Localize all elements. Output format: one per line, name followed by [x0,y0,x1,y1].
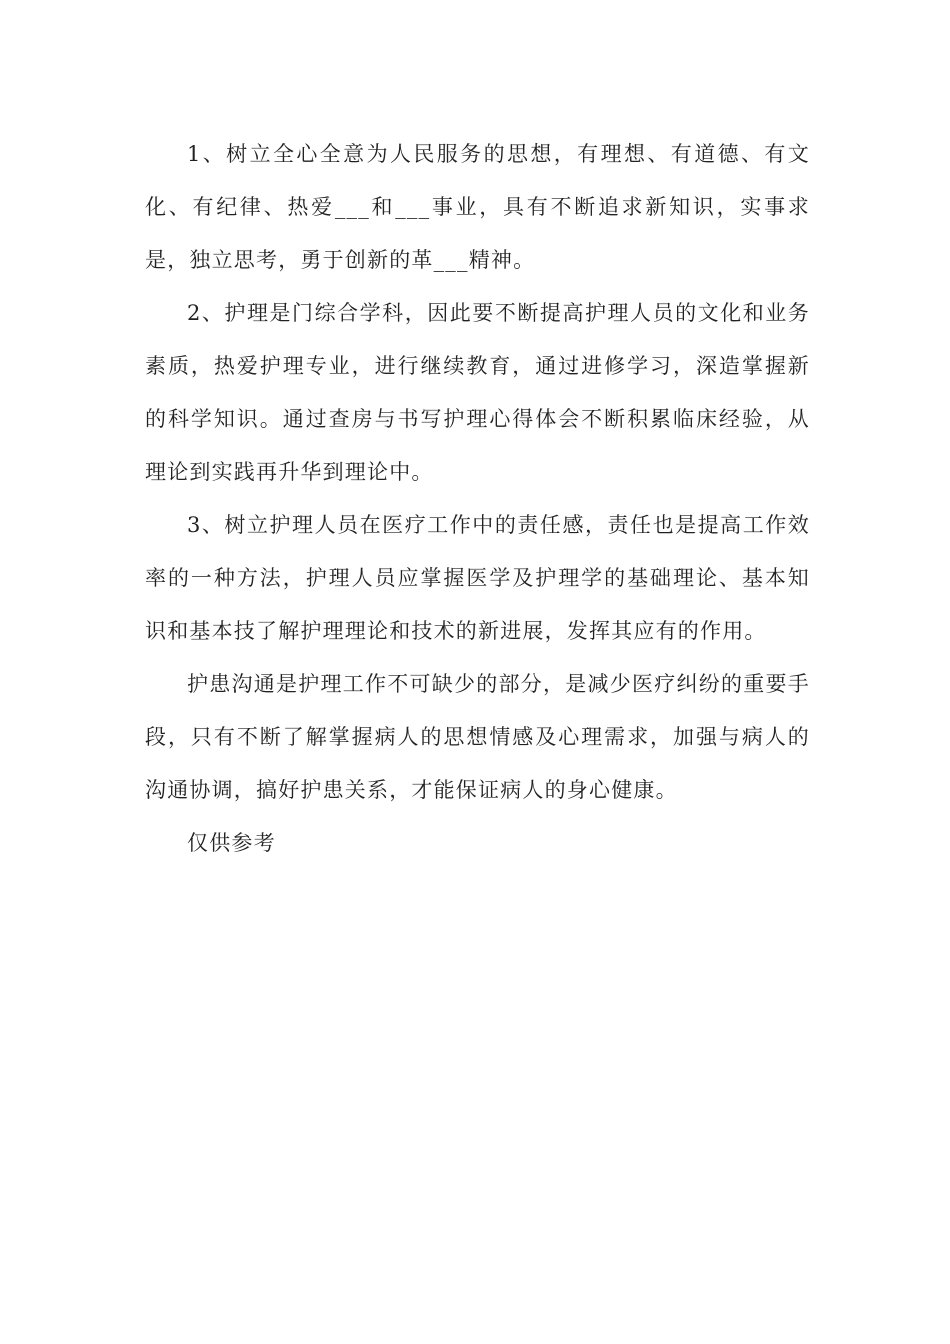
paragraph-2: 2、护理是门综合学科，因此要不断提高护理人员的文化和业务素质，热爱护理专业，进行继续教育，通过进修学习，深造掌握新的科学知识。通过查房与书写护理心得体会不断积累临床经验，从理论到实践再升华到理论中。 [145,301,810,484]
footer-note: 仅供参考 [187,831,276,855]
document-body [145,128,810,870]
paragraph-4: 护患沟通是护理工作不可缺少的部分，是减少医疗纠纷的重要手段，只有不断了解掌握病人的思想情感及心理需求，加强与病人的沟通协调，搞好护患关系，才能保证病人的身心健康。 [145,672,810,802]
paragraph-3: 3、树立护理人员在医疗工作中的责任感，责任也是提高工作效率的一种方法，护理人员应掌握医学及护理学的基础理论、基本知识和基本技了解护理理论和技术的新进展，发挥其应有的作用。 [145,513,810,643]
paragraph-1: 1、树立全心全意为人民服务的思想，有理想、有道德、有文化、有纪律、热爱___和___事业，具有不断追求新知识，实事求是，独立思考，勇于创新的革___精神。 [145,142,810,272]
